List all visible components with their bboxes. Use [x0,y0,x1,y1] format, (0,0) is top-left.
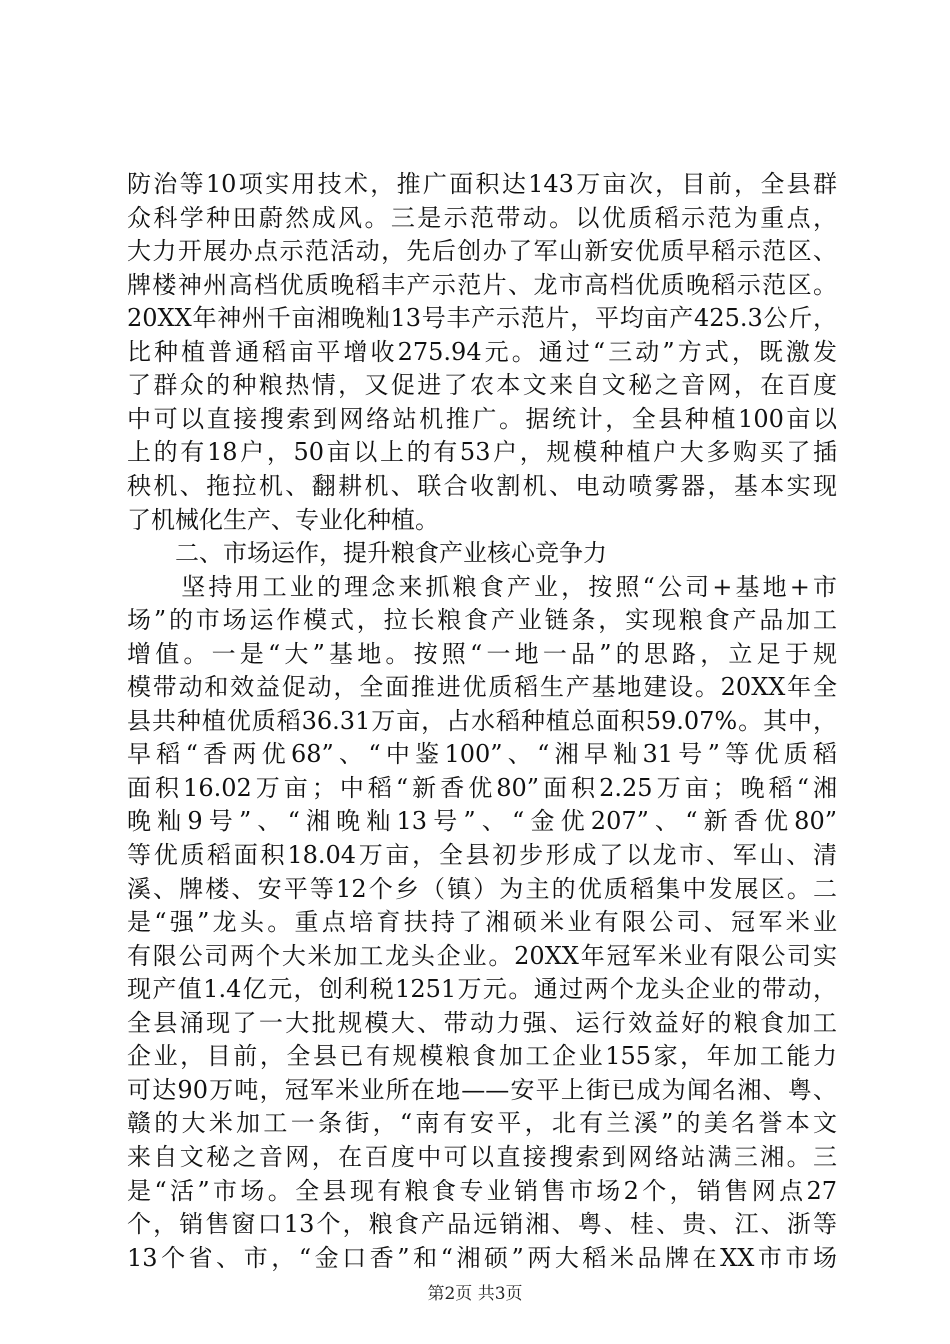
text-line: 上的有18户，50亩以上的有53户，规模种植户大多购买了插 [127,438,837,467]
text-line: 可达90万吨，冠军米业所在地——安平上街已成为闻名湘、粤、 [127,1075,837,1104]
text-line: 是“强”龙头。重点培育扶持了湘硕米业有限公司、冠军米业 [127,908,837,937]
text-line: 等优质稻面积18.04万亩，全县初步形成了以龙市、军山、清 [127,841,837,869]
text-line: 坚持用工业的理念来抓粮食产业，按照“公司+基地+市 [127,572,837,601]
text-line: 模带动和效益促动，全面推进优质稻生产基地建设。20XX年全 [127,673,837,702]
text-line: 秧机、拖拉机、翻耕机、联合收割机、电动喷雾器，基本实现 [127,471,837,500]
text-line: 中可以直接搜索到网络站机推广。据统计，全县种植100亩以 [127,404,837,433]
text-line: 现产值1.4亿元，创利税1251万元。通过两个龙头企业的带动， [127,975,837,1004]
text-line: 了群众的种粮热情，又促进了农本文来自文秘之音网，在百度 [127,371,837,400]
text-line: 13个省、市，“金口香”和“湘硕”两大稻米品牌在XX市市场 [127,1243,837,1272]
text-line: 溪、牌楼、安平等12个乡（镇）为主的优质稻集中发展区。二 [127,874,837,903]
text-line: 20XX年神州千亩湘晚籼13号丰产示范片，平均亩产425.3公斤， [127,304,837,333]
text-line: 企业，目前，全县已有规模粮食加工企业155家，年加工能力 [127,1042,837,1071]
text-line: 是“活”市场。全县现有粮食专业销售市场2个，销售网点27 [127,1176,837,1205]
text-line: 比种植普通稻亩平增收275.94元。通过“三动”方式，既激发 [127,337,837,366]
text-line: 场”的市场运作模式，拉长粮食产业链条，实现粮食产品加工 [127,606,837,635]
text-line: 晚籼9号”、“湘晚籼13号”、“金优207”、“新香优80” [127,807,837,836]
text-line: 县共种植优质稻36.31万亩，占水稻种植总面积59.07%。其中， [127,706,837,735]
page-footer: 第2页 共3页 [427,1284,523,1304]
text-line: 大力开展办点示范活动，先后创办了军山新安优质早稻示范区、 [127,237,837,266]
text-line: 全县涌现了一大批规模大、带动力强、运行效益好的粮食加工 [127,1008,837,1037]
text-line: 防治等10项实用技术，推广面积达143万亩次，目前，全县群 [127,170,837,198]
text-line: 众科学种田蔚然成风。三是示范带动。以优质稻示范为重点， [127,203,837,232]
text-line: 牌楼神州高档优质晚稻丰产示范片、龙市高档优质晚稻示范区。 [127,270,837,299]
text-line: 增值。一是“大”基地。按照“一地一品”的思路，立足于规 [127,639,837,668]
text-line: 来自文秘之音网，在百度中可以直接搜索到网络站满三湘。三 [127,1142,837,1171]
text-line: 早稻“香两优68”、“中鉴100”、“湘早籼31号”等优质稻 [127,740,837,769]
text-line: 赣的大米加工一条街，“南有安平，北有兰溪”的美名誉本文 [127,1109,837,1138]
text-line: 面积16.02万亩；中稻“新香优80”面积2.25万亩；晚稻“湘 [127,773,837,802]
section-heading: 二、市场运作，提升粮食产业核心竞争力 [127,539,607,568]
text-line: 了机械化生产、专业化种植。 [127,505,439,534]
text-line: 个，销售窗口13个，粮食产品远销湘、粤、桂、贵、江、浙等 [127,1210,837,1239]
text-line: 有限公司两个大米加工龙头企业。20XX年冠军米业有限公司实 [127,941,837,970]
